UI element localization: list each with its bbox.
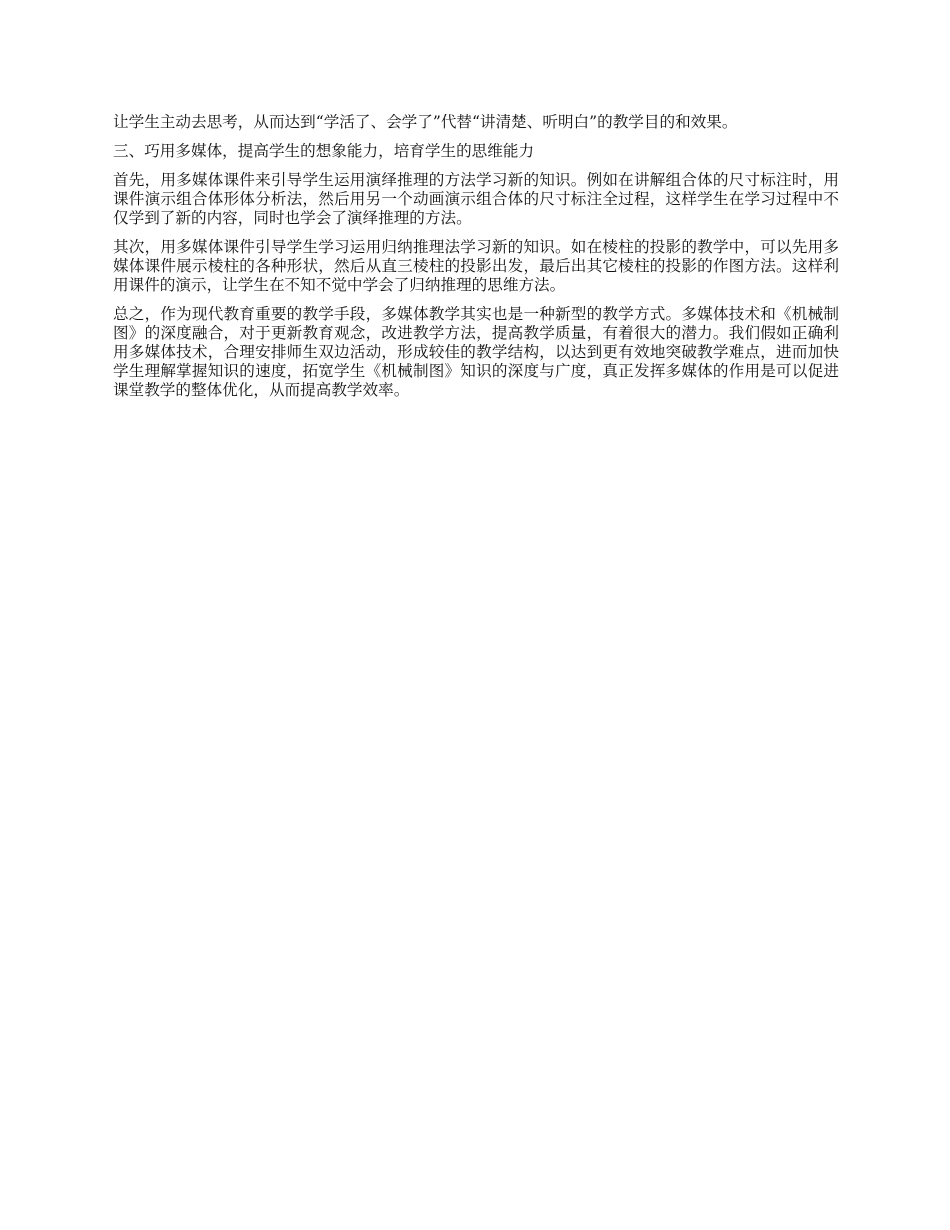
section-heading: 三、巧用多媒体，提高学生的想象能力，培育学生的思维能力 <box>113 142 535 160</box>
document-page <box>113 113 839 410</box>
paragraph-deductive: 首先，用多媒体课件来引导学生运用演绎推理的方法学习新的知识。例如在讲解组合体的尺寸标注时，用课件演示组合体形体分析法，然后用另一个动画演示组合体的尺寸标注全过程，这样学生在学习过程中不仅学到了新的内容，同时也学会了演绎推理的方法。 <box>113 171 839 227</box>
paragraph-continuation: 让学生主动去思考，从而达到“学活了、会学了”代替“讲清楚、听明白”的教学目的和效果。 <box>113 113 738 131</box>
paragraph-inductive: 其次，用多媒体课件引导学生学习运用归纳推理法学习新的知识。如在棱柱的投影的教学中，可以先用多媒体课件展示棱柱的各种形状，然后从直三棱柱的投影出发，最后出其它棱柱的投影的作图方法。这样利用课件的演示，让学生在不知不觉中学会了归纳推理的思维方法。 <box>113 238 839 294</box>
paragraph-conclusion: 总之，作为现代教育重要的教学手段，多媒体教学其实也是一种新型的教学方式。多媒体技术和《机械制图》的深度融合，对于更新教育观念，改进教学方法，提高教学质量，有着很大的潜力。我们假如正确利用多媒体技术，合理安排师生双边活动，形成较佳的教学结构，以达到更有效地突破教学难点，进而加快学生理解掌握知识的速度，拓宽学生《机械制图》知识的深度与广度，真正发挥多媒体的作用是可以促进课堂教学的整体优化，从而提高教学效率。 <box>113 305 839 399</box>
